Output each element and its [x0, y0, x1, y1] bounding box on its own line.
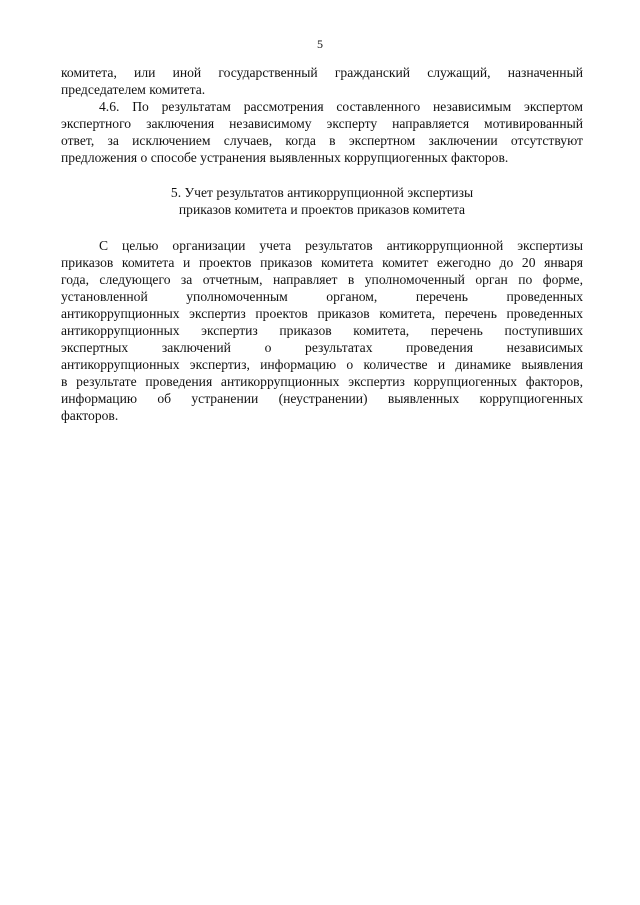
spacer	[61, 218, 583, 237]
text-line: предложения о способе устранения выявленных коррупциогенных факторов.	[61, 150, 509, 165]
text-line: председателем комитета.	[61, 82, 206, 97]
spacer	[61, 166, 583, 184]
paragraph-continued	[61, 64, 583, 98]
text-line: приказов комитета и проектов приказов комитета комитет ежегодно до 20 января	[61, 255, 583, 270]
text-line: антикоррупционных экспертиз проектов приказов комитета, перечень проведенных	[61, 306, 583, 321]
text-line: установленной уполномоченным органом, перечень проведенных	[61, 289, 583, 304]
text-line: комитета, или иной государственный гражданский служащий, назначенный	[61, 65, 583, 80]
text-line: 4.6. По результатам рассмотрения составленного независимым экспертом	[99, 99, 583, 114]
section-heading	[61, 184, 583, 218]
paragraph-section-5	[61, 237, 583, 424]
text-line: антикоррупционных экспертиз приказов комитета, перечень поступивших	[61, 323, 583, 338]
section-heading-line-2: приказов комитета и проектов приказов комитета	[178, 202, 466, 217]
text-line: года, следующего за отчетным, направляет в уполномоченный орган по форме,	[61, 272, 583, 287]
text-line: информацию об устранении (неустранении) выявленных коррупциогенных	[61, 391, 583, 406]
page-number: 5	[317, 37, 323, 51]
text-line: антикоррупционных экспертиз, информацию о количестве и динамике выявления	[61, 357, 583, 372]
text-line: С целью организации учета результатов антикоррупционной экспертизы	[99, 238, 583, 253]
text-line: ответ, за исключением случаев, когда в экспертном заключении отсутствуют	[61, 133, 583, 148]
document-body	[61, 64, 583, 424]
text-line: в результате проведения антикоррупционных экспертиз коррупциогенных факторов,	[61, 374, 583, 389]
paragraph-4-6	[61, 98, 583, 166]
text-line: факторов.	[61, 408, 119, 423]
text-line: экспертного заключения независимому эксперту направляется мотивированный	[61, 116, 583, 131]
section-heading-line-1: 5. Учет результатов антикоррупционной экспертизы	[170, 185, 474, 200]
text-line: экспертных заключений о результатах проведения независимых	[61, 340, 583, 355]
